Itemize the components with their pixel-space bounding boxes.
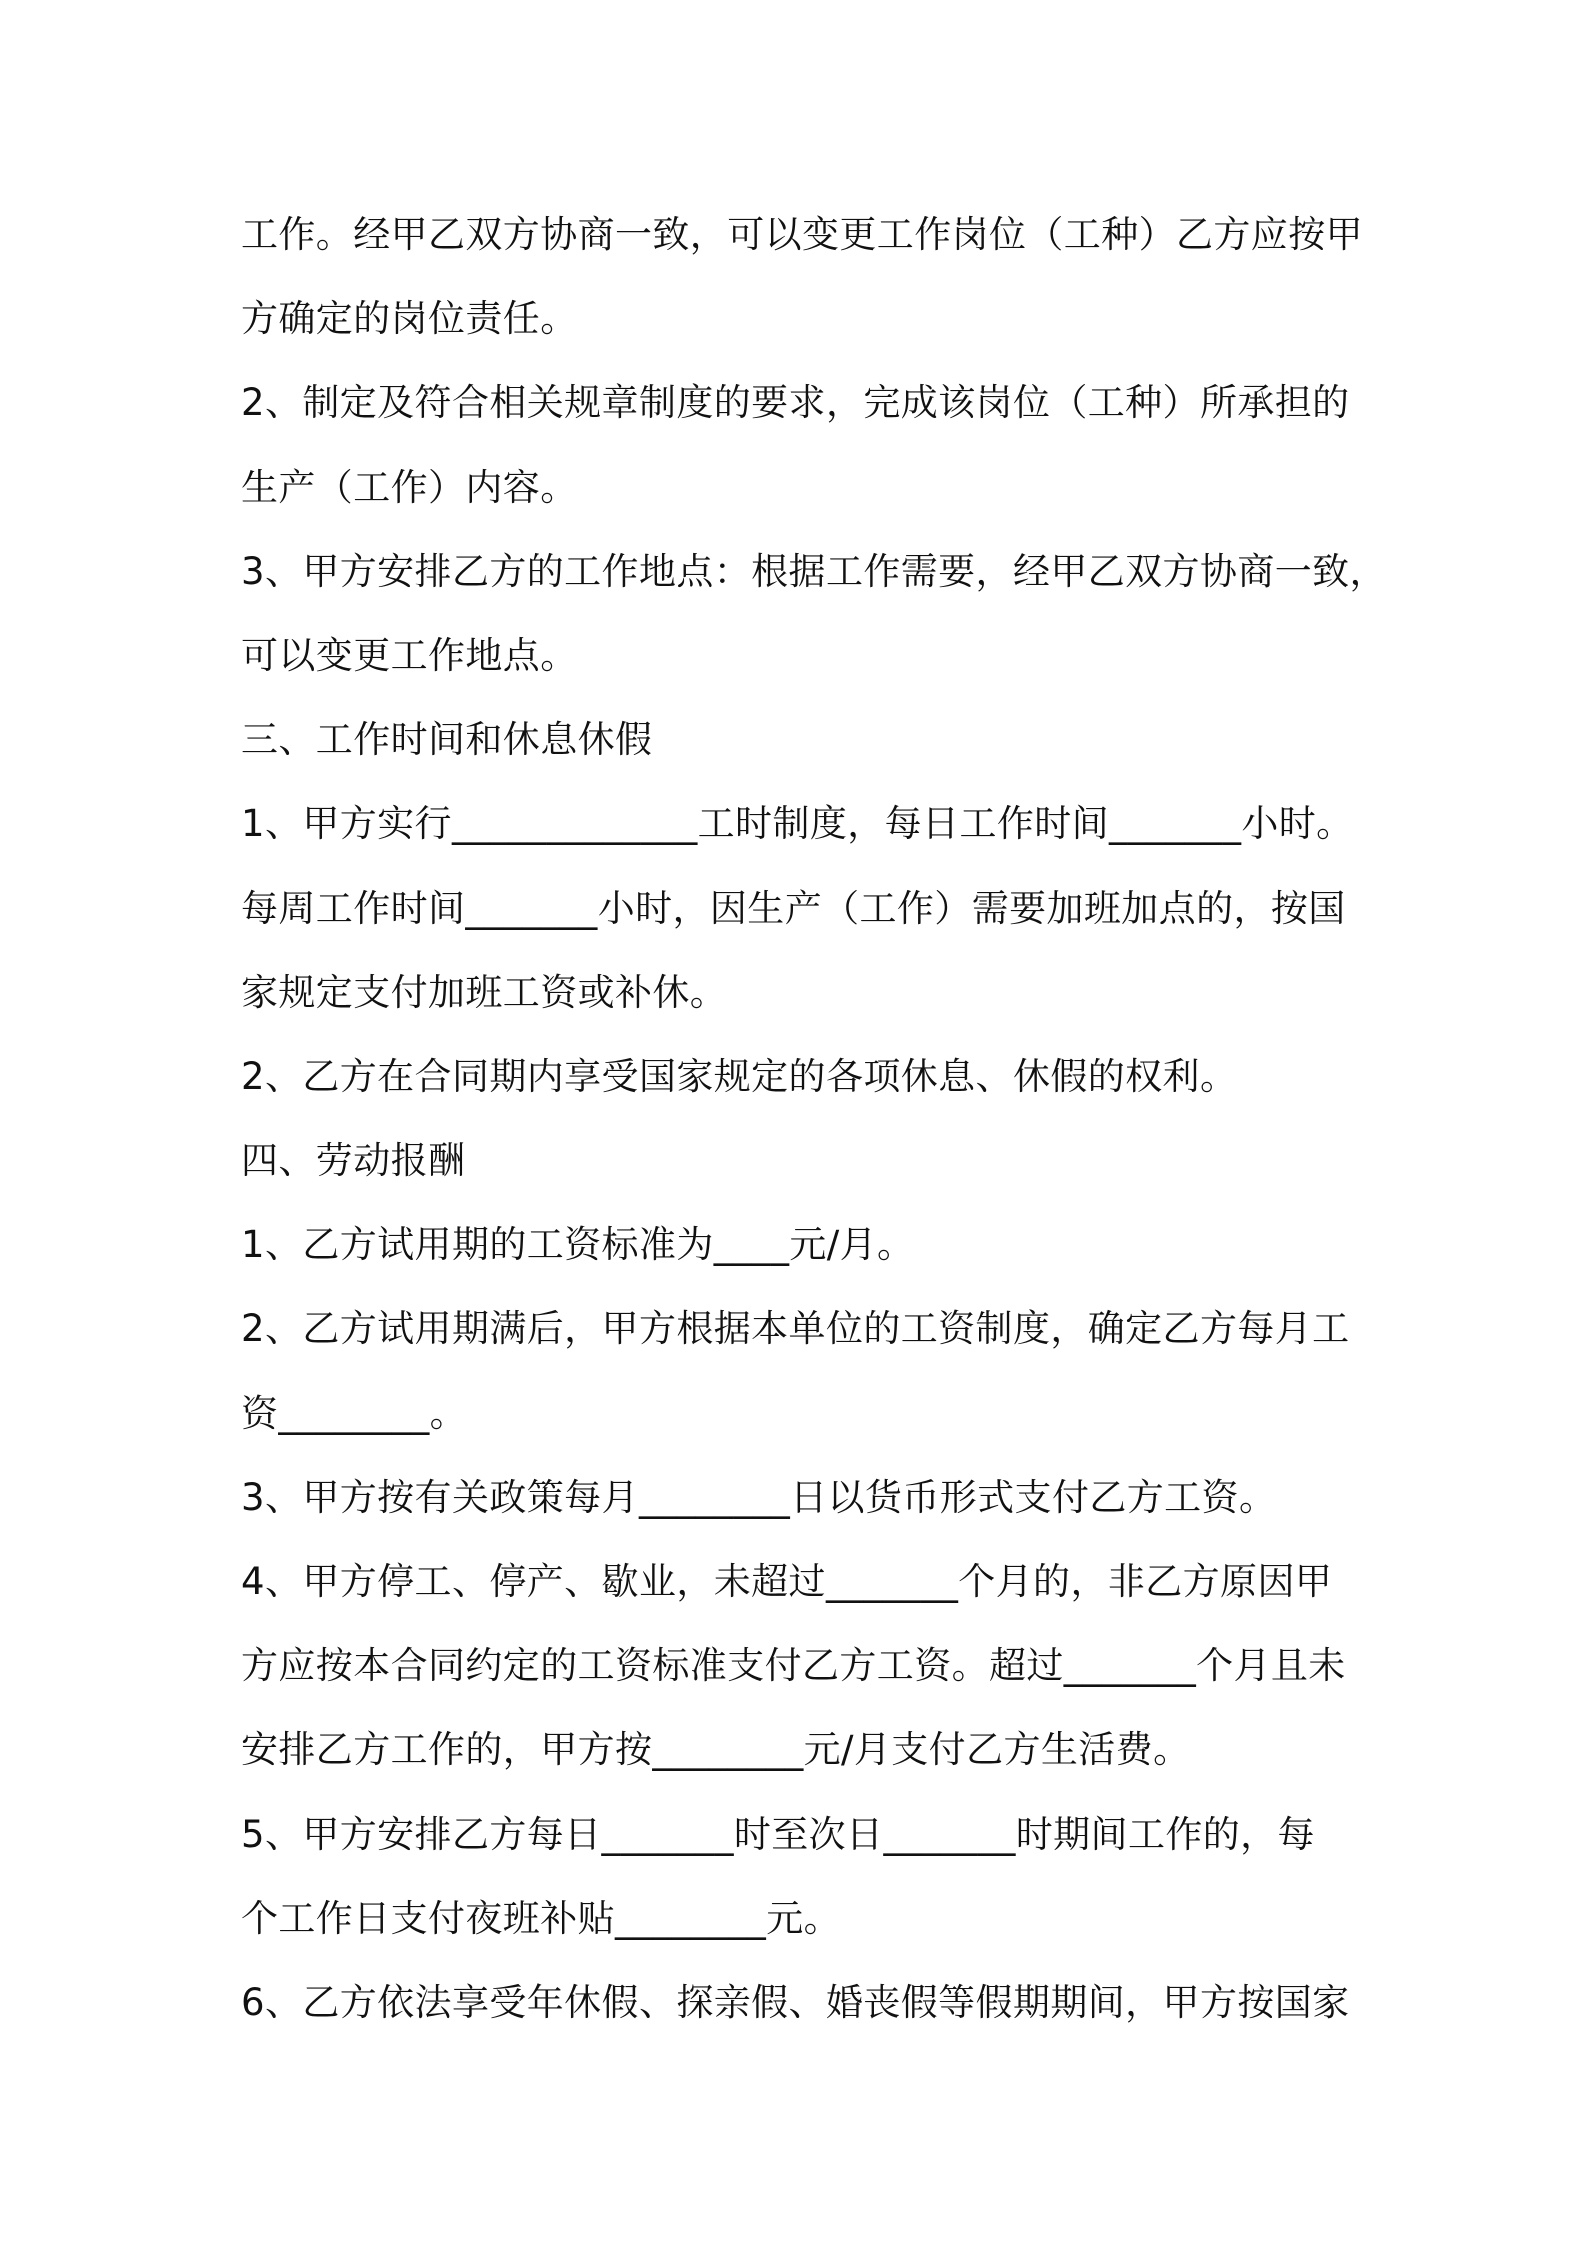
text-line: 个工作日支付夜班补贴________元。 (241, 1896, 841, 1940)
text-line: 生产（工作）内容。 (241, 465, 578, 509)
text-line: 资________。 (241, 1391, 467, 1435)
text-line: 2、制定及符合相关规章制度的要求，完成该岗位（工种）所承担的 (241, 381, 1350, 425)
text-line: 5、甲方安排乙方每日_______时至次日_______时期间工作的，每 (241, 1812, 1315, 1856)
text-line: 方确定的岗位责任。 (241, 297, 578, 341)
text-line: 4、甲方停工、停产、歇业，未超过_______个月的，非乙方原因甲 (241, 1560, 1333, 1603)
document-body (241, 193, 1387, 2045)
section-heading: 三、工作时间和休息休假 (241, 718, 653, 762)
text-line: 2、乙方试用期满后，甲方根据本单位的工资制度，确定乙方每月工 (241, 1307, 1350, 1351)
text-line: 家规定支付加班工资或补休。 (241, 970, 728, 1014)
text-line: 3、甲方安排乙方的工作地点：根据工作需要，经甲乙双方协商一致， (241, 549, 1387, 593)
text-line: 可以变更工作地点。 (241, 633, 578, 677)
text-line: 3、甲方按有关政策每月________日以货币形式支付乙方工资。 (241, 1475, 1277, 1519)
text-line: 方应按本合同约定的工资标准支付乙方工资。超过_______个月且未 (241, 1644, 1346, 1688)
text-line: 6、乙方依法享受年休假、探亲假、婚丧假等假期期间，甲方按国家 (241, 1980, 1350, 2024)
text-line: 每周工作时间_______小时，因生产（工作）需要加班加点的，按国 (241, 886, 1346, 930)
text-line: 工作。经甲乙双方协商一致，可以变更工作岗位（工种）乙方应按甲 (241, 213, 1363, 256)
text-line: 1、甲方实行_____________工时制度，每日工作时间_______小时。 (241, 802, 1354, 846)
text-line: 2、乙方在合同期内享受国家规定的各项休息、休假的权利。 (241, 1054, 1238, 1098)
text-line: 安排乙方工作的，甲方按________元/月支付乙方生活费。 (241, 1728, 1191, 1772)
text-line: 1、乙方试用期的工资标准为____元/月。 (241, 1223, 915, 1267)
section-heading: 四、劳动报酬 (241, 1139, 466, 1183)
